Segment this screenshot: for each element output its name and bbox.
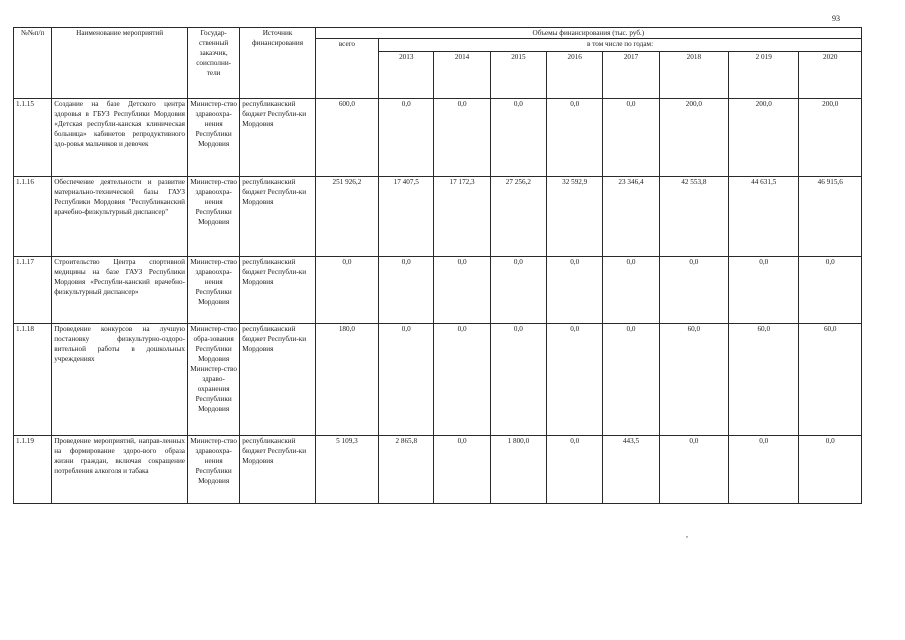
row-value: 0,0	[547, 99, 603, 177]
header-year: 2020	[799, 52, 862, 99]
row-num: 1.1.16	[14, 177, 52, 257]
row-total: 251 926,2	[315, 177, 378, 257]
row-value: 0,0	[603, 99, 659, 177]
row-value: 0,0	[659, 257, 728, 324]
row-value: 0,0	[729, 257, 799, 324]
row-name: Проведение конкурсов на лучшую постановку физкультурно-оздоро-вительной работы в дошкольных учреждениях	[52, 324, 188, 436]
row-value: 60,0	[659, 324, 728, 436]
table-row	[14, 257, 862, 324]
row-value: 0,0	[434, 324, 490, 436]
row-value: 0,0	[799, 436, 862, 504]
header-num: №№п/п	[14, 28, 52, 99]
header-year: 2017	[603, 52, 659, 99]
row-value: 1 800,0	[490, 436, 546, 504]
row-name: Обеспечение деятельности и развитие материально-технической базы ГАУЗ Республики Мордовия "Республиканский врачебно-физкультурный диспансер"	[52, 177, 188, 257]
row-value: 32 592,9	[547, 177, 603, 257]
row-num: 1.1.19	[14, 436, 52, 504]
row-value: 60,0	[799, 324, 862, 436]
row-value: 200,0	[659, 99, 728, 177]
row-num: 1.1.17	[14, 257, 52, 324]
row-name: Проведение мероприятий, направ-ленных на формирование здоро-вого образа жизни граждан, включая сокращение потребления алкоголя и табака	[52, 436, 188, 504]
row-customer: Министер-ство здравоохра-нения Республики Мордовия	[188, 99, 240, 177]
header-year: 2016	[547, 52, 603, 99]
row-customer: Министер-ство здравоохра-нения Республики Мордовия	[188, 436, 240, 504]
row-value: 0,0	[799, 257, 862, 324]
row-value: 2 865,8	[379, 436, 434, 504]
row-value: 0,0	[490, 324, 546, 436]
header-year: 2013	[379, 52, 434, 99]
row-source: республиканский бюджет Республи-ки Мордовия	[240, 324, 315, 436]
row-value: 23 346,4	[603, 177, 659, 257]
header-year: 2 019	[729, 52, 799, 99]
row-value: 17 407,5	[379, 177, 434, 257]
table-row	[14, 436, 862, 504]
row-value: 44 631,5	[729, 177, 799, 257]
row-value: 0,0	[547, 324, 603, 436]
header-by-years: в том числе по годам:	[379, 39, 862, 52]
row-customer: Министер-ство здравоохра-нения Республики Мордовия	[188, 177, 240, 257]
row-num: 1.1.18	[14, 324, 52, 436]
row-value: 200,0	[799, 99, 862, 177]
row-num: 1.1.15	[14, 99, 52, 177]
row-total: 5 109,3	[315, 436, 378, 504]
row-value: 0,0	[490, 99, 546, 177]
row-source: республиканский бюджет Республи-ки Мордовия	[240, 177, 315, 257]
row-name: Строительство Центра спортивной медицины на базе ГАУЗ Республики Мордовия «Республи-канский врачебно-физкультурный диспансер»	[52, 257, 188, 324]
table-row	[14, 324, 862, 436]
table-row	[14, 99, 862, 177]
row-value: 443,5	[603, 436, 659, 504]
header-year: 2015	[490, 52, 546, 99]
header-name: Наименование мероприятий	[52, 28, 188, 99]
row-source: республиканский бюджет Республи-ки Мордовия	[240, 99, 315, 177]
row-value: 0,0	[434, 257, 490, 324]
row-value: 0,0	[379, 324, 434, 436]
row-value: 0,0	[434, 99, 490, 177]
financing-table	[13, 27, 862, 504]
scan-speck: ,	[686, 530, 688, 539]
header-source: Источник финансирования	[240, 28, 315, 99]
table-row	[14, 177, 862, 257]
row-name: Создание на базе Детского центра здоровья в ГБУЗ Республики Мордовия «Детская республи-канская клиническая больница» кабинетов репродуктивного здо-ровья мальчиков и девочек	[52, 99, 188, 177]
row-value: 0,0	[379, 99, 434, 177]
header-total: всего	[315, 39, 378, 99]
row-value: 60,0	[729, 324, 799, 436]
row-value: 42 553,8	[659, 177, 728, 257]
row-value: 0,0	[434, 436, 490, 504]
row-customer: Министер-ство здравоохра-нения Республики Мордовия	[188, 257, 240, 324]
row-value: 17 172,3	[434, 177, 490, 257]
page-number: 93	[832, 14, 840, 23]
row-total: 600,0	[315, 99, 378, 177]
row-value: 200,0	[729, 99, 799, 177]
header-year: 2018	[659, 52, 728, 99]
header-year: 2014	[434, 52, 490, 99]
row-value: 0,0	[547, 257, 603, 324]
row-value: 0,0	[379, 257, 434, 324]
row-source: республиканский бюджет Республи-ки Мордовия	[240, 436, 315, 504]
row-value: 0,0	[603, 257, 659, 324]
row-value: 0,0	[490, 257, 546, 324]
header-customer: Государ-ственный заказчик, соисполни-тели	[188, 28, 240, 99]
row-customer: Министер-ство обра-зования Республики Мордовия Министер-ство здраво-охранения Республики Мордовия	[188, 324, 240, 436]
row-value: 0,0	[603, 324, 659, 436]
header-volumes: Объемы финансирования (тыс. руб.)	[315, 28, 861, 39]
row-source: республиканский бюджет Республи-ки Мордовия	[240, 257, 315, 324]
row-value: 0,0	[547, 436, 603, 504]
row-value: 27 256,2	[490, 177, 546, 257]
row-total: 0,0	[315, 257, 378, 324]
row-value: 46 915,6	[799, 177, 862, 257]
row-total: 180,0	[315, 324, 378, 436]
row-value: 0,0	[729, 436, 799, 504]
row-value: 0,0	[659, 436, 728, 504]
